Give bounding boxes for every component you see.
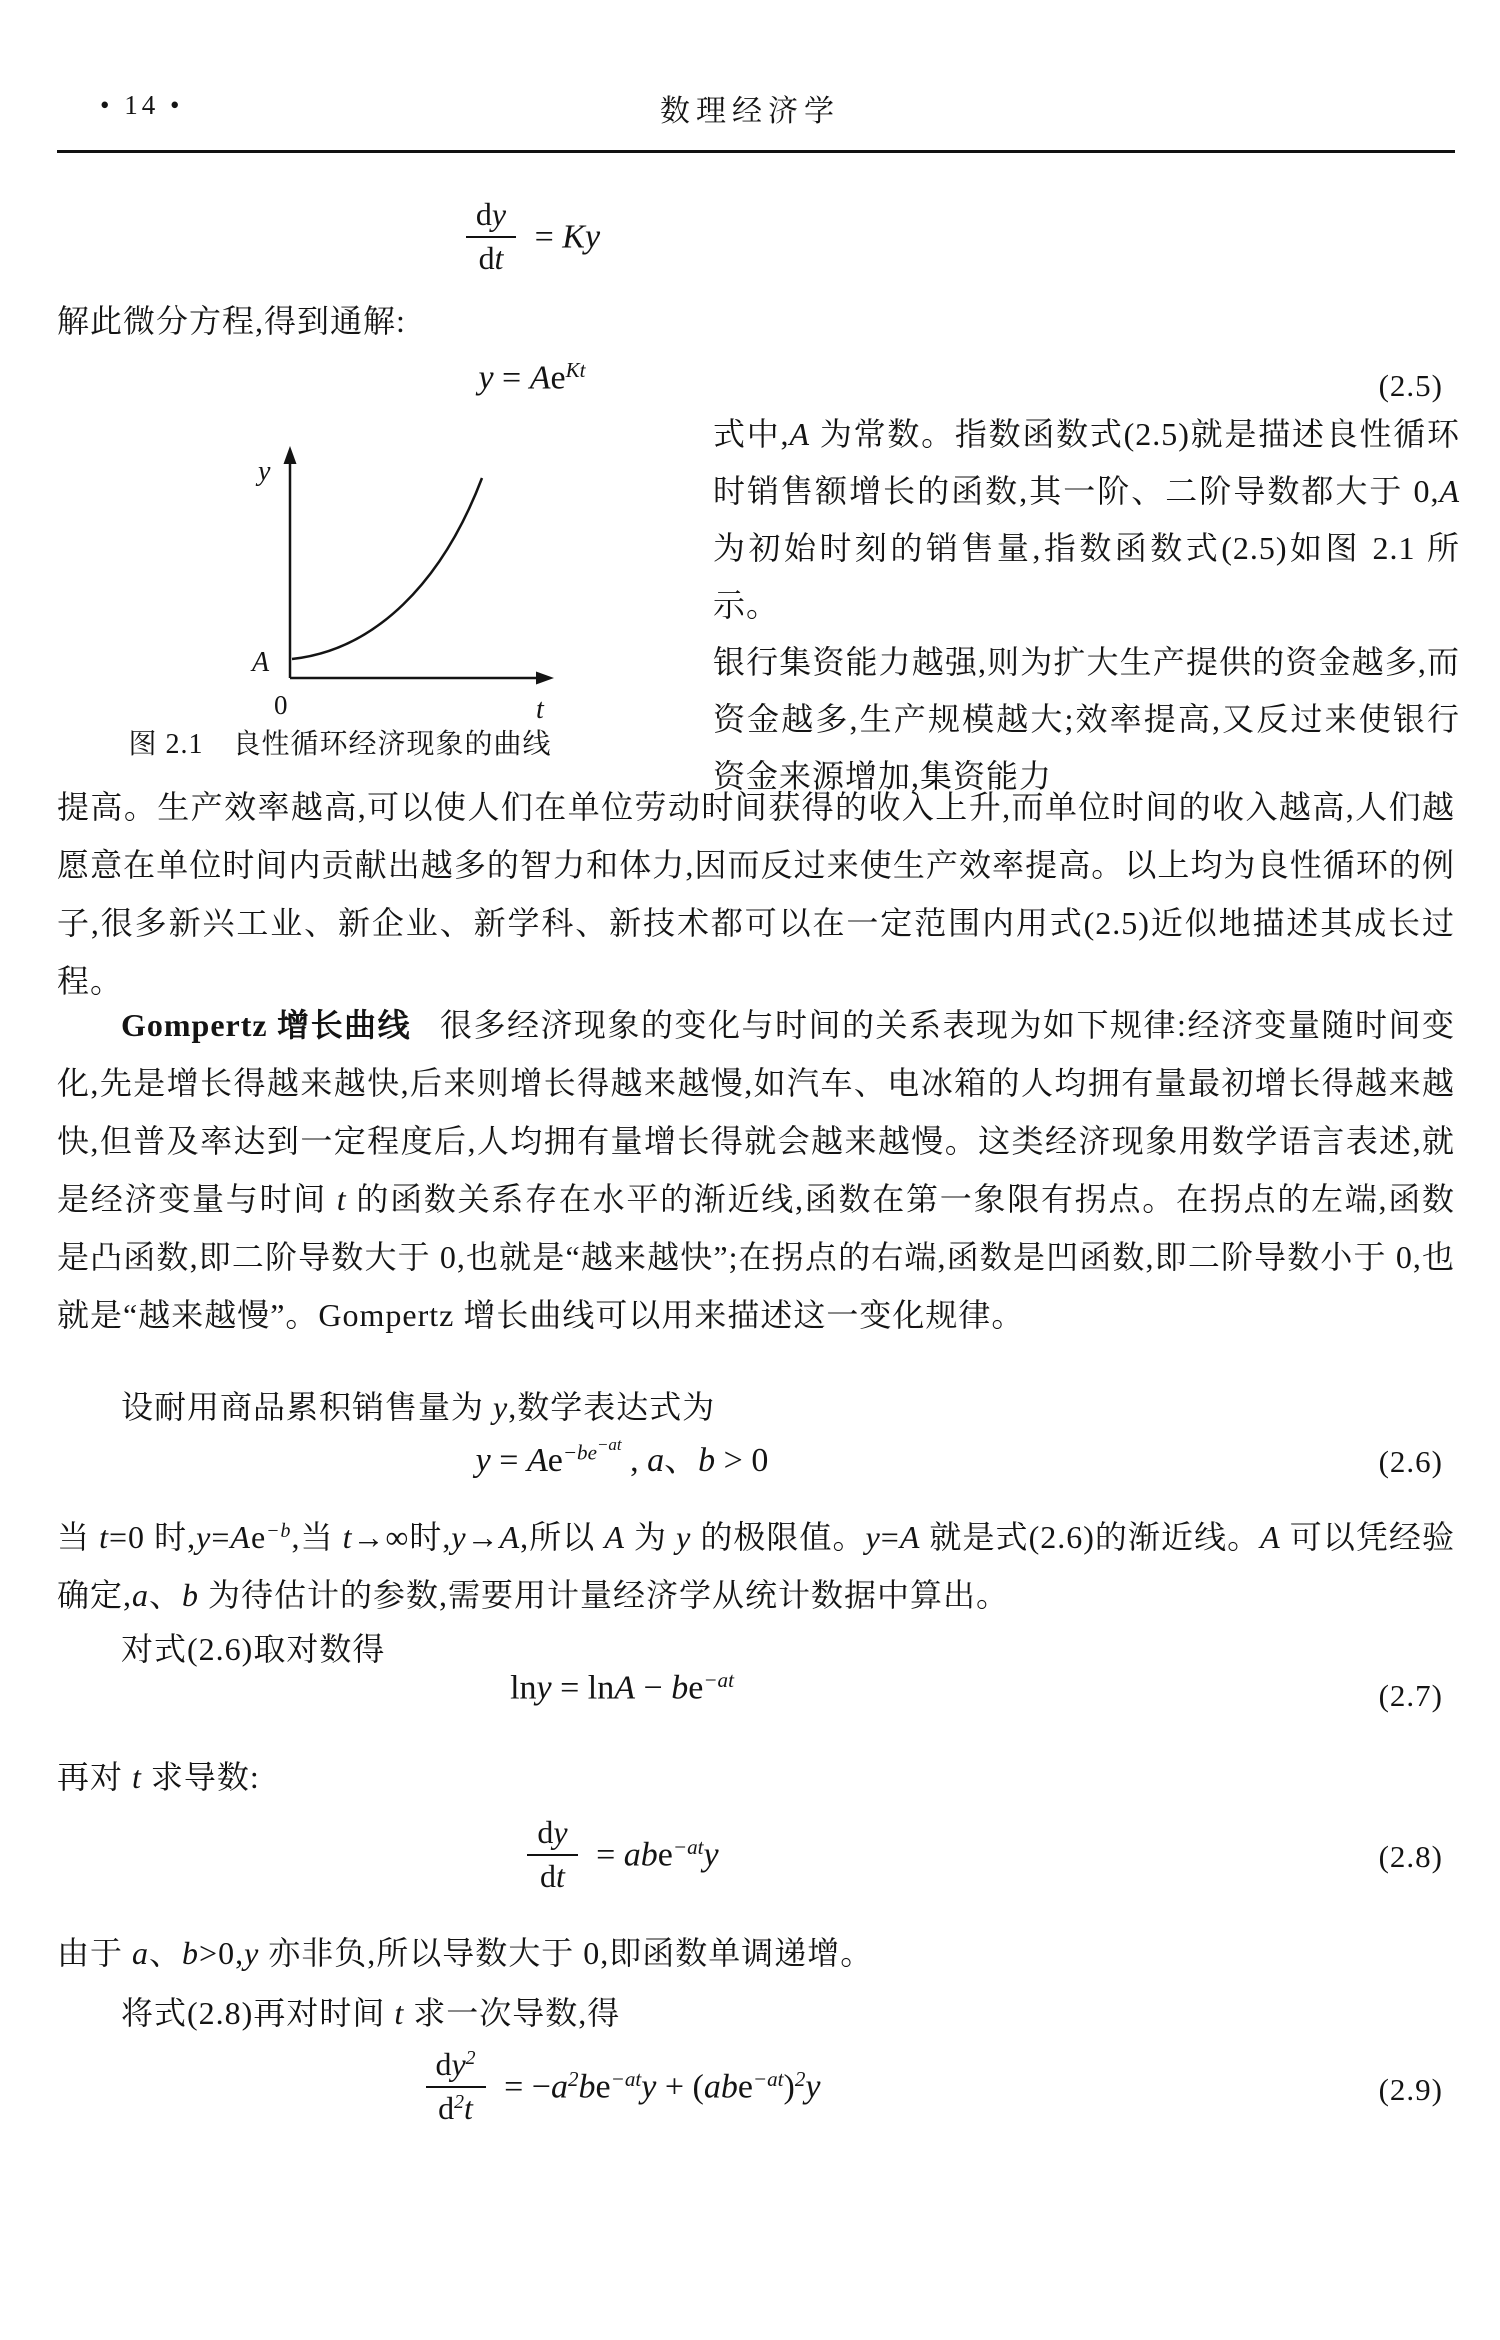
equation-dydt-ky: $\frac{dy}{dt}$ = Ky [57,198,1455,281]
paragraph-monotone: 由于 a、b>0,y 亦非负,所以导数大于 0,即函数单调递增。 [57,1935,874,1971]
exponential-curve [292,478,482,659]
paragraph-limit-explain: 当 t=0 时$,y=Ae^{-b}$,当 t→∞时,y→A,所以 A 为 y 的极限值。y=A 就是式(2.6)的渐近线。A 可以凭经验确定,a、b 为待估计的参数,需要用计量经济学从统计数据中算出。 [57,1518,1455,1613]
figure-2-1 [150,438,560,730]
equation-2-5: $y = Ae^{Kt}$ (2.5) [478,358,1443,403]
equation-number-2-6: (2.6) [1378,1444,1443,1479]
paragraph-virtuous-cycle: 提高。生产效率越高,可以使人们在单位劳动时间获得的收入上升,而单位时间的收入越高,人们越愿意在单位时间内贡献出越多的智力和体力,因而反过来使生产效率提高。以上均为良性循环的例子,很多新兴工业、新企业、新学科、新技术都可以在一定范围内用式(2.5)近似地描述其成长过程。 [57,789,1455,999]
equation-2-7: $\ln y = \ln A - be^{-at}$ (2.7) [510,1668,1443,1713]
equation-number-2-8: (2.8) [1378,1839,1443,1874]
running-title: 数理经济学 [660,95,840,128]
gompertz-body: 很多经济现象的变化与时间的关系表现为如下规律:经济变量随时间变化,先是增长得越来越快,后来则增长得越来越慢,如汽车、电冰箱的人均拥有量最初增长得越来越快,但普及率达到一定程度后,人均拥有量增长得就会越来越慢。这类经济现象用数学语言表述,就是经济变量与时间 t 的函数关系存在水平的渐近线,函数在第一象限有拐点。在拐点的左端,函数是凸函数,即二阶导数大于 0,也就是“越来越快”;在拐点的右端,函数是凹函数,即二阶导数小于 0,也就是“越来越慢”。Gompertz 增长曲线可以用来描述这一变化规律。 [57,1007,1455,1333]
equation-2-6: $y = Ae^{-be-at}$ , a、b > 0 (2.6) [475,1434,1443,1479]
equation-number-2-7: (2.7) [1378,1678,1443,1713]
equation-2-8: $\frac{dy}{dt}$ = abe$^{-at}$y (2.8) [57,1802,1455,1912]
x-axis-label: t [536,694,544,725]
y-axis-arrow [284,446,297,464]
paragraph-second-derivative: 将式(2.8)再对时间 t 求一次导数,得 [121,1995,621,2031]
paragraph-take-log: 对式(2.6)取对数得 [121,1631,386,1667]
paragraph-exponential-desc: 式中,A 为常数。指数函数式(2.5)就是描述良性循环时销售额增长的函数,其一阶、二阶导数都大于 0,A 为初始时刻的销售量,指数函数式(2.5)如图 2.1 所示。 [713,416,1460,623]
figure-caption: 图 2.1 良性循环经济现象的曲线 [128,729,552,760]
right-column [713,406,1460,805]
equation-2-9: $\frac{dy^2}{d^2t}$ = $-a^2be^{-at}y + (abe^{-at})^2y$ (2.9) [57,2032,1455,2148]
paragraph-solve-intro: 解此微分方程,得到通解: [57,303,406,339]
origin-label: 0 [274,690,288,720]
equation-number-2-5: (2.5) [1378,368,1443,403]
gompertz-heading: Gompertz 增长曲线 [121,1007,412,1043]
paragraph-bank-cycle: 银行集资能力越强,则为扩大生产提供的资金越多,而资金越多,生产规模越大;效率提高,又反过来使银行资金来源增加,集资能力 [713,644,1460,794]
paragraph-derive-t: 再对 t 求导数: [57,1759,260,1795]
paragraph-gompertz [57,996,1455,1344]
exponential-curve-plot [150,438,560,730]
equation-number-2-9: (2.9) [1378,2072,1443,2107]
y-axis-label: y [258,456,271,487]
header-rule [57,150,1455,153]
x-axis-arrow [536,672,554,685]
paragraph-set-sales: 设耐用商品累积销售量为 y,数学表达式为 [121,1389,716,1425]
page-number: • 14 • [100,90,184,120]
intercept-label-A: A [252,647,270,678]
